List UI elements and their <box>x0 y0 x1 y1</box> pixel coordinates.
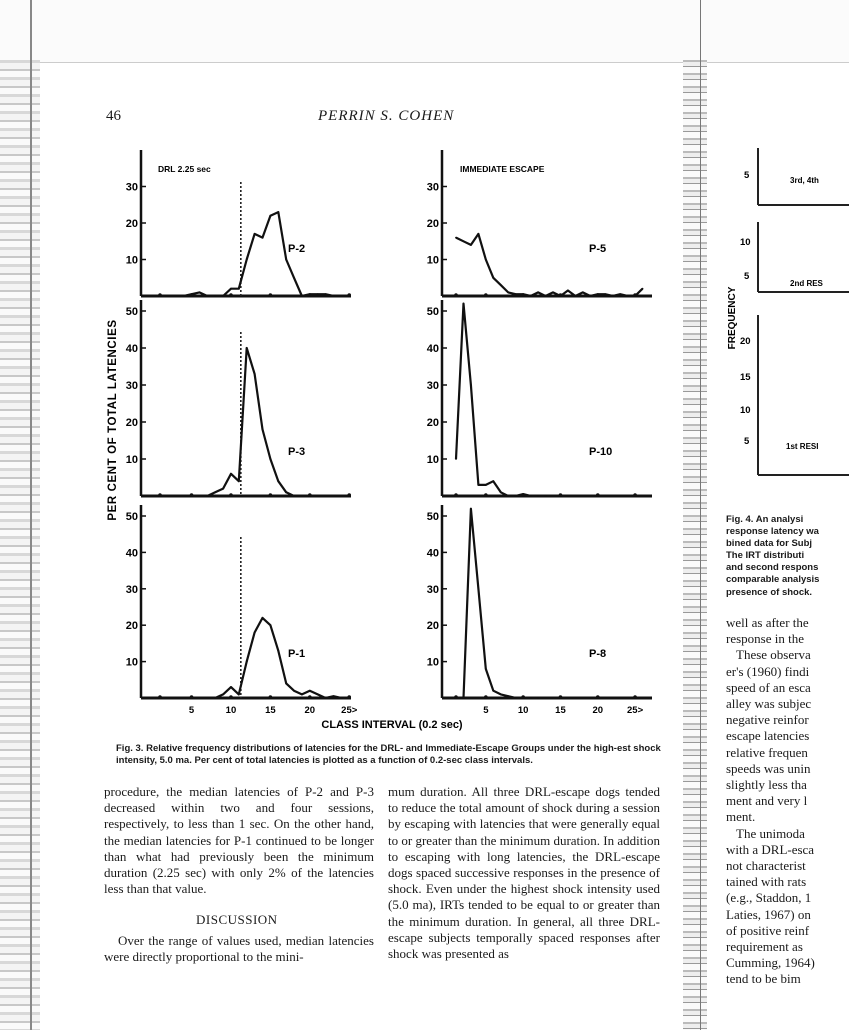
right-caption-line: comparable analysis <box>726 574 820 586</box>
y-tick-label: 10 <box>125 656 138 669</box>
y-tick-label: 40 <box>426 547 439 560</box>
x-tick-label: 25> <box>341 705 358 716</box>
right-text-line: tend to be bim <box>726 971 801 987</box>
right-text-line: of positive reinf <box>726 922 810 938</box>
discussion-heading: DISCUSSION <box>196 912 278 927</box>
y-tick-label: 40 <box>426 343 439 355</box>
body-col1-para2: Over the range of values used, median latencies were directly proportional to the mini- <box>104 933 374 965</box>
right-caption-line: bined data for Subj <box>726 538 813 550</box>
right-tick: 5 <box>744 436 750 447</box>
y-tick-label: 50 <box>125 511 138 523</box>
y-tick-label: 30 <box>426 181 439 194</box>
right-text-line: Laties, 1967) on <box>726 906 811 922</box>
y-tick-label: 20 <box>426 218 439 230</box>
right-tick: 5 <box>744 170 750 181</box>
y-tick-label: 10 <box>426 254 439 267</box>
x-tick-label: 10 <box>225 705 237 716</box>
y-tick-label: 30 <box>426 583 439 596</box>
right-text-line: escape latencies <box>726 728 810 744</box>
y-tick-label: 10 <box>125 454 138 466</box>
panel-label-p-2: P-2 <box>288 243 306 255</box>
page-number: 46 <box>106 108 121 124</box>
col-title-drl: DRL 2.25 sec <box>158 164 211 174</box>
right-fig-ylabel: FREQUENCY <box>727 286 738 350</box>
right-page-text <box>726 615 849 988</box>
x-axis-label: CLASS INTERVAL (0.2 sec) <box>321 719 463 731</box>
panel-label-p-8: P-8 <box>589 648 607 660</box>
right-text-line: ment and very l <box>726 793 808 809</box>
y-tick-label: 30 <box>125 181 138 194</box>
right-text-line: with a DRL-esca <box>726 841 815 857</box>
panel-label-p-5: P-5 <box>589 243 607 255</box>
y-tick-label: 50 <box>125 306 138 318</box>
y-tick-label: 50 <box>426 306 439 318</box>
x-tick-label: 15 <box>265 705 276 716</box>
right-fig-label-1st: 1st RESI <box>786 442 819 451</box>
right-text-line: slightly less tha <box>726 777 807 793</box>
y-tick-label: 40 <box>125 343 138 355</box>
x-tick-label: 25> <box>627 705 644 716</box>
y-tick-label: 20 <box>426 417 439 429</box>
right-text-line: ment. <box>726 809 756 825</box>
right-caption-line: presence of shock. <box>726 586 813 598</box>
right-fig-label-3rd: 3rd, 4th <box>790 176 819 185</box>
running-head: PERRIN S. COHEN <box>318 108 455 124</box>
y-tick-label: 10 <box>426 656 439 669</box>
col-title-escape: IMMEDIATE ESCAPE <box>460 164 545 174</box>
right-text-line: negative reinfor <box>726 712 809 728</box>
y-tick-label: 30 <box>125 583 138 596</box>
x-tick-label: 5 <box>483 705 489 716</box>
x-tick-label: 10 <box>517 705 529 716</box>
y-tick-label: 20 <box>125 417 138 429</box>
x-tick-label: 20 <box>592 705 604 716</box>
right-caption-line: response latency wa <box>726 526 819 538</box>
y-tick-label: 50 <box>426 511 439 523</box>
right-text-line: alley was subjec <box>726 696 812 712</box>
right-tick: 10 <box>740 237 751 248</box>
right-text-line: tained with rats <box>726 874 807 890</box>
body-col1-para1: procedure, the median latencies of P-2 and P-3 decreased within two and four sessions, respectively, to less than 1 sec. On the other hand, the median latencies for P-1 continued to be longer than what had previously been the minimum duration (2.25 sec) with only 2% of the latencies less than that value. <box>104 784 374 897</box>
right-tick: 10 <box>740 405 751 416</box>
right-text-line: speeds was unin <box>726 760 811 776</box>
y-tick-label: 30 <box>125 380 138 392</box>
right-tick: 5 <box>744 271 750 282</box>
right-text-line: These observa <box>736 647 811 663</box>
right-text-line: well as after the <box>726 615 809 630</box>
y-tick-label: 20 <box>125 218 138 230</box>
x-tick-label: 5 <box>188 705 195 716</box>
y-tick-label: 30 <box>426 380 439 392</box>
right-page-caption <box>726 514 849 599</box>
right-text-line: response in the <box>726 631 804 647</box>
right-text-line: relative frequen <box>726 744 808 760</box>
y-tick-label: 10 <box>125 254 138 267</box>
right-text-line: speed of an esca <box>726 679 811 695</box>
right-text-line: (e.g., Staddon, 1 <box>726 890 812 906</box>
right-text-line: The unimoda <box>736 825 805 841</box>
y-axis-label: PER CENT OF TOTAL LATENCIES <box>107 319 119 521</box>
right-text-line: requirement as <box>726 939 803 955</box>
right-tick: 15 <box>740 372 751 383</box>
y-tick-label: 40 <box>125 547 138 560</box>
x-tick-label: 15 <box>555 705 566 716</box>
panel-label-p-3: P-3 <box>288 446 306 458</box>
panel-label-p-10: P-10 <box>589 446 613 458</box>
right-caption-line: The IRT distributi <box>726 550 805 562</box>
body-col2: mum duration. All three DRL-escape dogs tended to reduce the total amount of shock during a session by escaping with latencies that were generally equal to or greater than the minimum duration. In addition to escaping with long latencies, the DRL-escape dogs spaced successive responses in the presence of shock. Even under the highest shock intensity used (5.0 ma), IRTs tended to be equal to or greater than the minimum duration. In general, all three DRL-escape subjects temporally spaced responses after shock was presented as <box>388 784 660 962</box>
right-caption-line: and second respons <box>726 562 819 574</box>
x-tick-label: 20 <box>304 705 316 716</box>
right-tick: 20 <box>740 336 751 347</box>
figure-caption: Fig. 3. Relative frequency distributions of latencies for the DRL- and Immediate-Escape Groups under the high-est shock intensity, 5.0 ma. Per cent of total latencies is plotted as a function of 0.2-sec class intervals. <box>116 743 661 766</box>
right-caption-line: Fig. 4. An analysi <box>726 514 804 525</box>
panel-label-p-1: P-1 <box>288 648 306 660</box>
y-tick-label: 10 <box>426 454 439 466</box>
right-text-line: Cumming, 1964) <box>726 955 815 971</box>
right-text-line: er's (1960) findi <box>726 663 810 679</box>
y-tick-label: 20 <box>426 620 439 633</box>
right-fig-label-2nd: 2nd RES <box>790 279 823 288</box>
y-tick-label: 20 <box>125 620 138 633</box>
right-text-line: not characterist <box>726 858 806 874</box>
